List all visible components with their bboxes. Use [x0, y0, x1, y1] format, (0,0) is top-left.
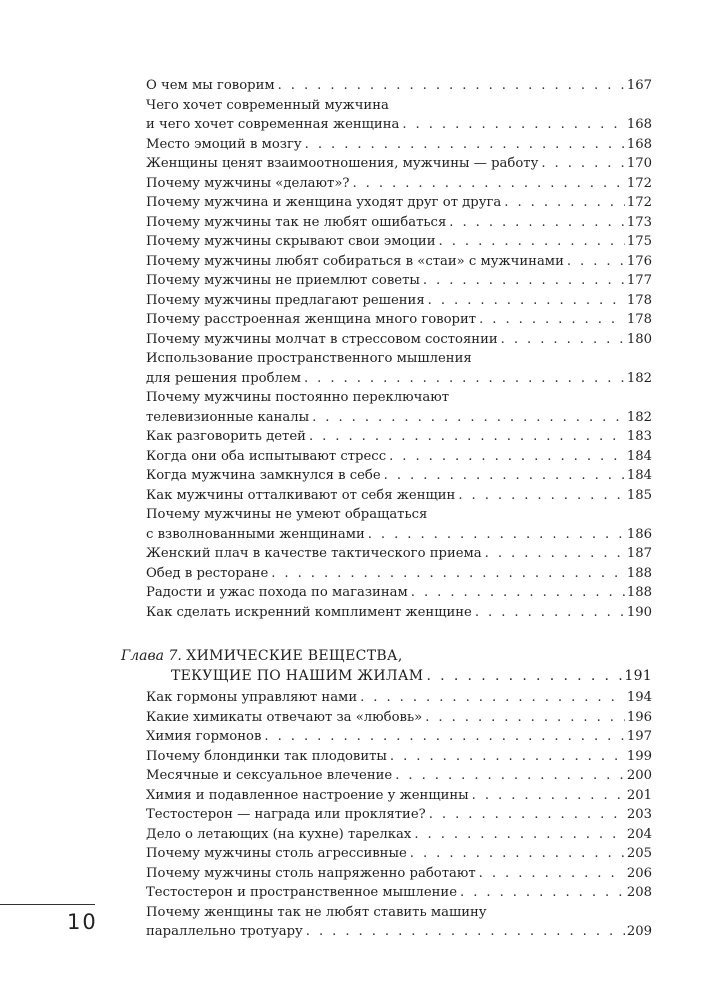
toc-entry-title: Место эмоций в мозгу [146, 136, 302, 152]
toc-entry-title-line: Использование пространственного мышления [146, 351, 472, 366]
chapter-heading [121, 646, 652, 686]
dot-leader [312, 408, 625, 428]
toc-entry-page-number: 175 [626, 234, 652, 249]
toc-entry-page-number: 206 [626, 865, 652, 881]
toc-entry [146, 544, 652, 564]
toc-entry-last-line [146, 330, 652, 350]
toc-entry-last-line [146, 447, 652, 467]
toc-entry [146, 883, 652, 903]
toc-entry-last-line [146, 115, 652, 135]
table-of-contents [121, 76, 652, 942]
dot-leader [460, 883, 625, 903]
dot-leader [360, 688, 625, 708]
toc-entry [146, 388, 652, 427]
toc-entry [146, 310, 652, 330]
toc-entry-page-number: 178 [626, 312, 652, 327]
toc-entry-title: Почему мужчины не приемлют советы [146, 273, 420, 288]
page-number: 10 [67, 910, 98, 934]
toc-entry [146, 174, 652, 194]
toc-entry-title: Тестостерон — награда или проклятие? [146, 807, 426, 822]
toc-entry-page-number: 205 [626, 846, 652, 861]
toc-entry-page-number: 188 [626, 565, 652, 581]
toc-entry-title: параллельно тротуару [146, 924, 303, 939]
dot-leader [567, 252, 625, 272]
toc-entry [146, 766, 652, 786]
toc-entry-page-number: 177 [626, 273, 652, 288]
dot-leader [426, 666, 622, 686]
toc-entry-title: Почему мужчины столь напряженно работают [146, 865, 476, 881]
toc-entry-last-line [146, 727, 652, 747]
toc-entry [146, 349, 652, 388]
toc-entry-title: Обед в ресторане [146, 565, 269, 581]
toc-entry-title: Почему мужчины молчат в стрессовом состоянии [146, 331, 498, 347]
toc-entry-page-number: 168 [626, 117, 652, 132]
dot-leader [458, 486, 625, 506]
toc-entry-page-number: 196 [626, 709, 652, 725]
toc-entry-page-number: 184 [626, 468, 652, 483]
toc-entry-last-line [146, 583, 652, 603]
toc-entry [146, 291, 652, 311]
dot-leader [479, 864, 625, 884]
dot-leader [439, 232, 625, 252]
toc-entry-page-number: 176 [626, 253, 652, 269]
toc-entry-title: Когда мужчина замкнулся в себе [146, 468, 381, 483]
toc-entry-title: Почему мужчины любят собираться в «стаи» с мужчинами [146, 253, 564, 269]
toc-entry-last-line [146, 864, 652, 884]
dot-leader [429, 805, 625, 825]
toc-entry-title: Как разговорить детей [146, 429, 306, 444]
toc-entry [146, 466, 652, 486]
toc-entry [146, 232, 652, 252]
toc-entry-page-number: 190 [626, 604, 652, 620]
toc-entry-last-line [146, 135, 652, 155]
toc-entry-last-line [146, 844, 652, 864]
toc-entry [146, 786, 652, 806]
chapter-page-number: 191 [624, 668, 652, 684]
toc-entry-page-number: 209 [626, 924, 652, 939]
toc-entry-title-line: Чего хочет современный мужчина [146, 97, 389, 113]
toc-entry-page-number: 187 [626, 546, 652, 561]
toc-entry-last-line [146, 291, 652, 311]
toc-entry-title: с взволнованными женщинами [146, 526, 365, 542]
toc-entry [146, 505, 652, 544]
toc-entry-title: Дело о летающих (на кухне) тарелках [146, 826, 412, 842]
toc-entry-page-number: 203 [626, 807, 652, 822]
chapter-title-line-2: ТЕКУЩИЕ ПО НАШИМ ЖИЛАМ [171, 668, 424, 684]
toc-entry-title: Почему мужчины так не любят ошибаться [146, 214, 447, 230]
toc-entry-page-number: 208 [626, 885, 652, 900]
dot-leader [449, 213, 625, 233]
toc-entry-last-line [146, 688, 652, 708]
toc-entry [146, 193, 652, 213]
toc-entry-page-number: 186 [626, 526, 652, 542]
toc-entry-title-line: Почему мужчины не умеют обращаться [146, 507, 428, 522]
toc-entry-title: Как мужчины отталкивают от себя женщин [146, 487, 456, 503]
toc-entry-title: О чем мы говорим [146, 78, 275, 93]
toc-entry-title: Химия и подавленное настроение у женщины [146, 787, 469, 803]
toc-entry [146, 252, 652, 272]
toc-entry [146, 825, 652, 845]
toc-entry-title: и чего хочет современная женщина [146, 117, 400, 132]
toc-entry-page-number: 182 [626, 370, 652, 386]
toc-entry [146, 330, 652, 350]
toc-entry-title: Почему блондинки так плодовиты [146, 748, 387, 764]
toc-entry-title: Месячные и сексуальное влечение [146, 768, 393, 783]
dot-leader [402, 115, 624, 135]
dot-leader [501, 330, 625, 350]
dot-leader [304, 369, 625, 389]
dot-leader [278, 76, 625, 96]
toc-entry-title: Какие химикаты отвечают за «любовь» [146, 709, 423, 725]
dot-leader [352, 174, 624, 194]
chapter-heading-line-2 [121, 666, 652, 686]
toc-entry-last-line [146, 708, 652, 728]
toc-section-chapter-6 [146, 76, 652, 622]
toc-entry-title-line: Почему мужчины постоянно переключают [146, 390, 449, 405]
chapter-heading-line-1 [121, 646, 652, 666]
toc-entry-title: Почему мужчина и женщина уходят друг от друга [146, 195, 502, 210]
toc-entry-title: Когда они оба испытывают стресс [146, 448, 387, 464]
toc-entry-last-line [146, 786, 652, 806]
dot-leader [309, 427, 625, 447]
toc-entry-last-line [146, 883, 652, 903]
toc-entry-last-line [146, 408, 652, 428]
dot-leader [264, 727, 624, 747]
toc-entry [146, 76, 652, 96]
toc-entry-page-number: 172 [626, 175, 652, 191]
dot-leader [428, 291, 625, 311]
toc-entry-page-number: 197 [626, 729, 652, 744]
toc-entry-page-number: 173 [626, 214, 652, 230]
toc-entry-page-number: 178 [626, 292, 652, 308]
toc-entry-page-number: 184 [626, 448, 652, 464]
toc-entry [146, 213, 652, 233]
toc-entry-last-line [146, 193, 652, 213]
toc-entry-page-number: 204 [626, 826, 652, 842]
dot-leader [389, 447, 625, 467]
toc-entry-last-line [146, 922, 652, 942]
dot-leader [475, 603, 625, 623]
dot-leader [305, 135, 625, 155]
toc-entry-page-number: 200 [626, 768, 652, 783]
toc-entry-last-line [146, 213, 652, 233]
toc-entry-last-line [146, 154, 652, 174]
toc-entry-title: Почему мужчины скрывают свои эмоции [146, 234, 436, 249]
toc-entry-last-line [146, 747, 652, 767]
toc-entry-title: Радости и ужас похода по магазинам [146, 585, 408, 600]
toc-entry-title: Как гормоны управляют нами [146, 690, 358, 705]
toc-entry-title: Тестостерон и пространственное мышление [146, 885, 458, 900]
toc-entry-page-number: 194 [626, 690, 652, 705]
toc-entry-last-line [146, 76, 652, 96]
toc-entry [146, 135, 652, 155]
toc-section-chapter-7 [146, 688, 652, 942]
toc-entry-last-line [146, 564, 652, 584]
toc-entry-last-line [146, 825, 652, 845]
toc-entry [146, 864, 652, 884]
toc-entry [146, 583, 652, 603]
toc-entry-page-number: 167 [626, 78, 652, 93]
toc-entry-title: Как сделать искренний комплимент женщине [146, 604, 472, 620]
toc-entry-title: для решения проблем [146, 370, 301, 386]
toc-entry [146, 688, 652, 708]
toc-entry-title-line: Почему женщины так не любят ставить машину [146, 904, 487, 920]
toc-entry-last-line [146, 252, 652, 272]
toc-entry-page-number: 170 [626, 156, 652, 171]
toc-entry-last-line [146, 369, 652, 389]
toc-entry-title: Женщины ценят взаимоотношения, мужчины — работу [146, 156, 539, 171]
toc-entry-title: Почему мужчины «делают»? [146, 175, 350, 191]
dot-leader [504, 193, 625, 213]
dot-leader [479, 310, 625, 330]
toc-entry-last-line [146, 427, 652, 447]
toc-entry-title: Почему мужчины предлагают решения [146, 292, 425, 308]
toc-entry [146, 427, 652, 447]
toc-entry [146, 564, 652, 584]
toc-entry-last-line [146, 805, 652, 825]
toc-entry-last-line [146, 232, 652, 252]
toc-entry [146, 96, 652, 135]
dot-leader [384, 466, 625, 486]
toc-entry [146, 486, 652, 506]
dot-leader [390, 747, 625, 767]
toc-entry [146, 271, 652, 291]
toc-entry-title: Химия гормонов [146, 729, 262, 744]
toc-entry [146, 154, 652, 174]
toc-entry-last-line [146, 766, 652, 786]
dot-leader [485, 544, 625, 564]
toc-entry [146, 603, 652, 623]
toc-entry-page-number: 201 [626, 787, 652, 803]
toc-entry [146, 447, 652, 467]
dot-leader [395, 766, 625, 786]
chapter-label: Глава 7. [121, 648, 182, 664]
dot-leader [271, 564, 625, 584]
toc-entry-page-number: 199 [626, 748, 652, 764]
toc-entry-last-line [146, 466, 652, 486]
toc-entry-last-line [146, 603, 652, 623]
toc-entry [146, 844, 652, 864]
toc-entry [146, 903, 652, 942]
toc-entry-page-number: 180 [626, 331, 652, 347]
toc-entry-last-line [146, 525, 652, 545]
dot-leader [425, 708, 625, 728]
chapter-title-line-1: ХИМИЧЕСКИЕ ВЕЩЕСТВА, [186, 648, 403, 664]
toc-entry-title: Почему расстроенная женщина много говорит [146, 312, 477, 327]
dot-leader [411, 583, 625, 603]
toc-entry-title: Почему мужчины столь агрессивные [146, 846, 407, 861]
toc-entry-title: телевизионные каналы [146, 409, 310, 425]
dot-leader [423, 271, 625, 291]
footer-rule [0, 904, 95, 905]
toc-entry-last-line [146, 544, 652, 564]
toc-entry-last-line [146, 486, 652, 506]
toc-entry-page-number: 172 [626, 195, 652, 210]
toc-entry [146, 747, 652, 767]
toc-entry-page-number: 168 [626, 136, 652, 152]
toc-entry-last-line [146, 310, 652, 330]
toc-entry-page-number: 188 [626, 585, 652, 600]
toc-entry-last-line [146, 174, 652, 194]
toc-entry-title: Женский плач в качестве тактического приема [146, 546, 482, 561]
dot-leader [414, 825, 624, 845]
dot-leader [306, 922, 625, 942]
toc-entry-page-number: 183 [626, 429, 652, 444]
toc-entry [146, 708, 652, 728]
toc-entry-page-number: 185 [626, 487, 652, 503]
toc-entry [146, 805, 652, 825]
dot-leader [410, 844, 625, 864]
toc-entry [146, 727, 652, 747]
dot-leader [472, 786, 625, 806]
dot-leader [541, 154, 624, 174]
toc-entry-last-line [146, 271, 652, 291]
dot-leader [368, 525, 625, 545]
toc-entry-page-number: 182 [626, 409, 652, 425]
